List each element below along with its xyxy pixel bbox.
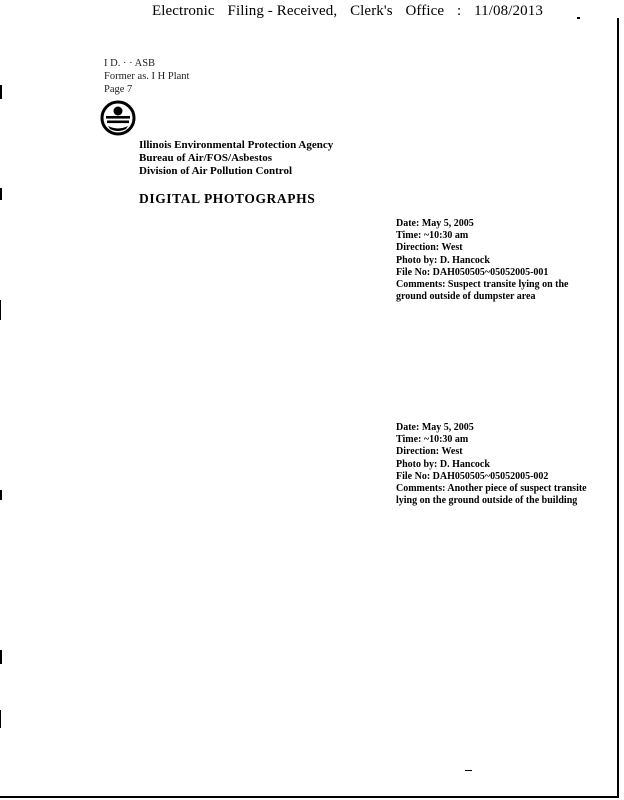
photo-file-number: File No: DAH050505~05052005-001 (396, 266, 549, 278)
stamp-part: Clerk's (350, 3, 393, 19)
stamp-part: Filing - Received, (227, 3, 338, 19)
stamp-part: Electronic (152, 3, 215, 19)
photo-direction: Direction: West (396, 242, 463, 254)
document-title: DIGITAL PHOTOGRAPHS (139, 191, 316, 206)
scan-mark (0, 490, 2, 500)
stamp-part: : (457, 3, 462, 19)
scan-mark (577, 17, 580, 19)
photo-time: Time: ~10:30 am (396, 230, 469, 242)
page-edge-bottom (0, 796, 618, 798)
scan-mark (0, 188, 2, 200)
reference-line-2: Former as. I H Plant (104, 71, 190, 82)
page-edge-right (617, 18, 619, 798)
illinois-epa-logo-icon (100, 100, 136, 136)
photo-author: Photo by: D. Hancock (396, 254, 490, 266)
photo-file-number: File No: DAH050505~05052005-002 (396, 470, 549, 482)
scan-mark (0, 300, 1, 320)
agency-name: Illinois Environmental Protection Agency (139, 139, 334, 151)
photo-direction: Direction: West (396, 446, 463, 458)
photo-comments-continued: ground outside of dumpster area (396, 291, 536, 303)
photo-caption-2 (396, 422, 587, 507)
scan-mark (0, 85, 2, 99)
scan-mark (0, 650, 2, 664)
photo-date: Date: May 5, 2005 (396, 422, 474, 433)
photo-comments-continued: lying on the ground outside of the building (396, 495, 578, 507)
stamp-part: 11/08/2013 (474, 3, 543, 19)
scan-mark (0, 710, 1, 728)
agency-division: Division of Air Pollution Control (139, 165, 293, 177)
photo-comments: Comments: Suspect transite lying on the (396, 279, 569, 291)
photo-comments: Comments: Another piece of suspect transite (396, 483, 587, 495)
reference-line-1: I D. · · ASB (104, 58, 156, 69)
agency-bureau: Bureau of Air/FOS/Asbestos (139, 152, 273, 164)
stamp-part: Office (405, 3, 445, 19)
photo-caption-1 (396, 218, 569, 303)
reference-line-3: Page 7 (104, 84, 133, 95)
photo-date: Date: May 5, 2005 (396, 218, 474, 229)
photo-author: Photo by: D. Hancock (396, 458, 490, 470)
photo-time: Time: ~10:30 am (396, 434, 469, 446)
scan-mark (465, 770, 472, 771)
filing-stamp (152, 3, 552, 20)
